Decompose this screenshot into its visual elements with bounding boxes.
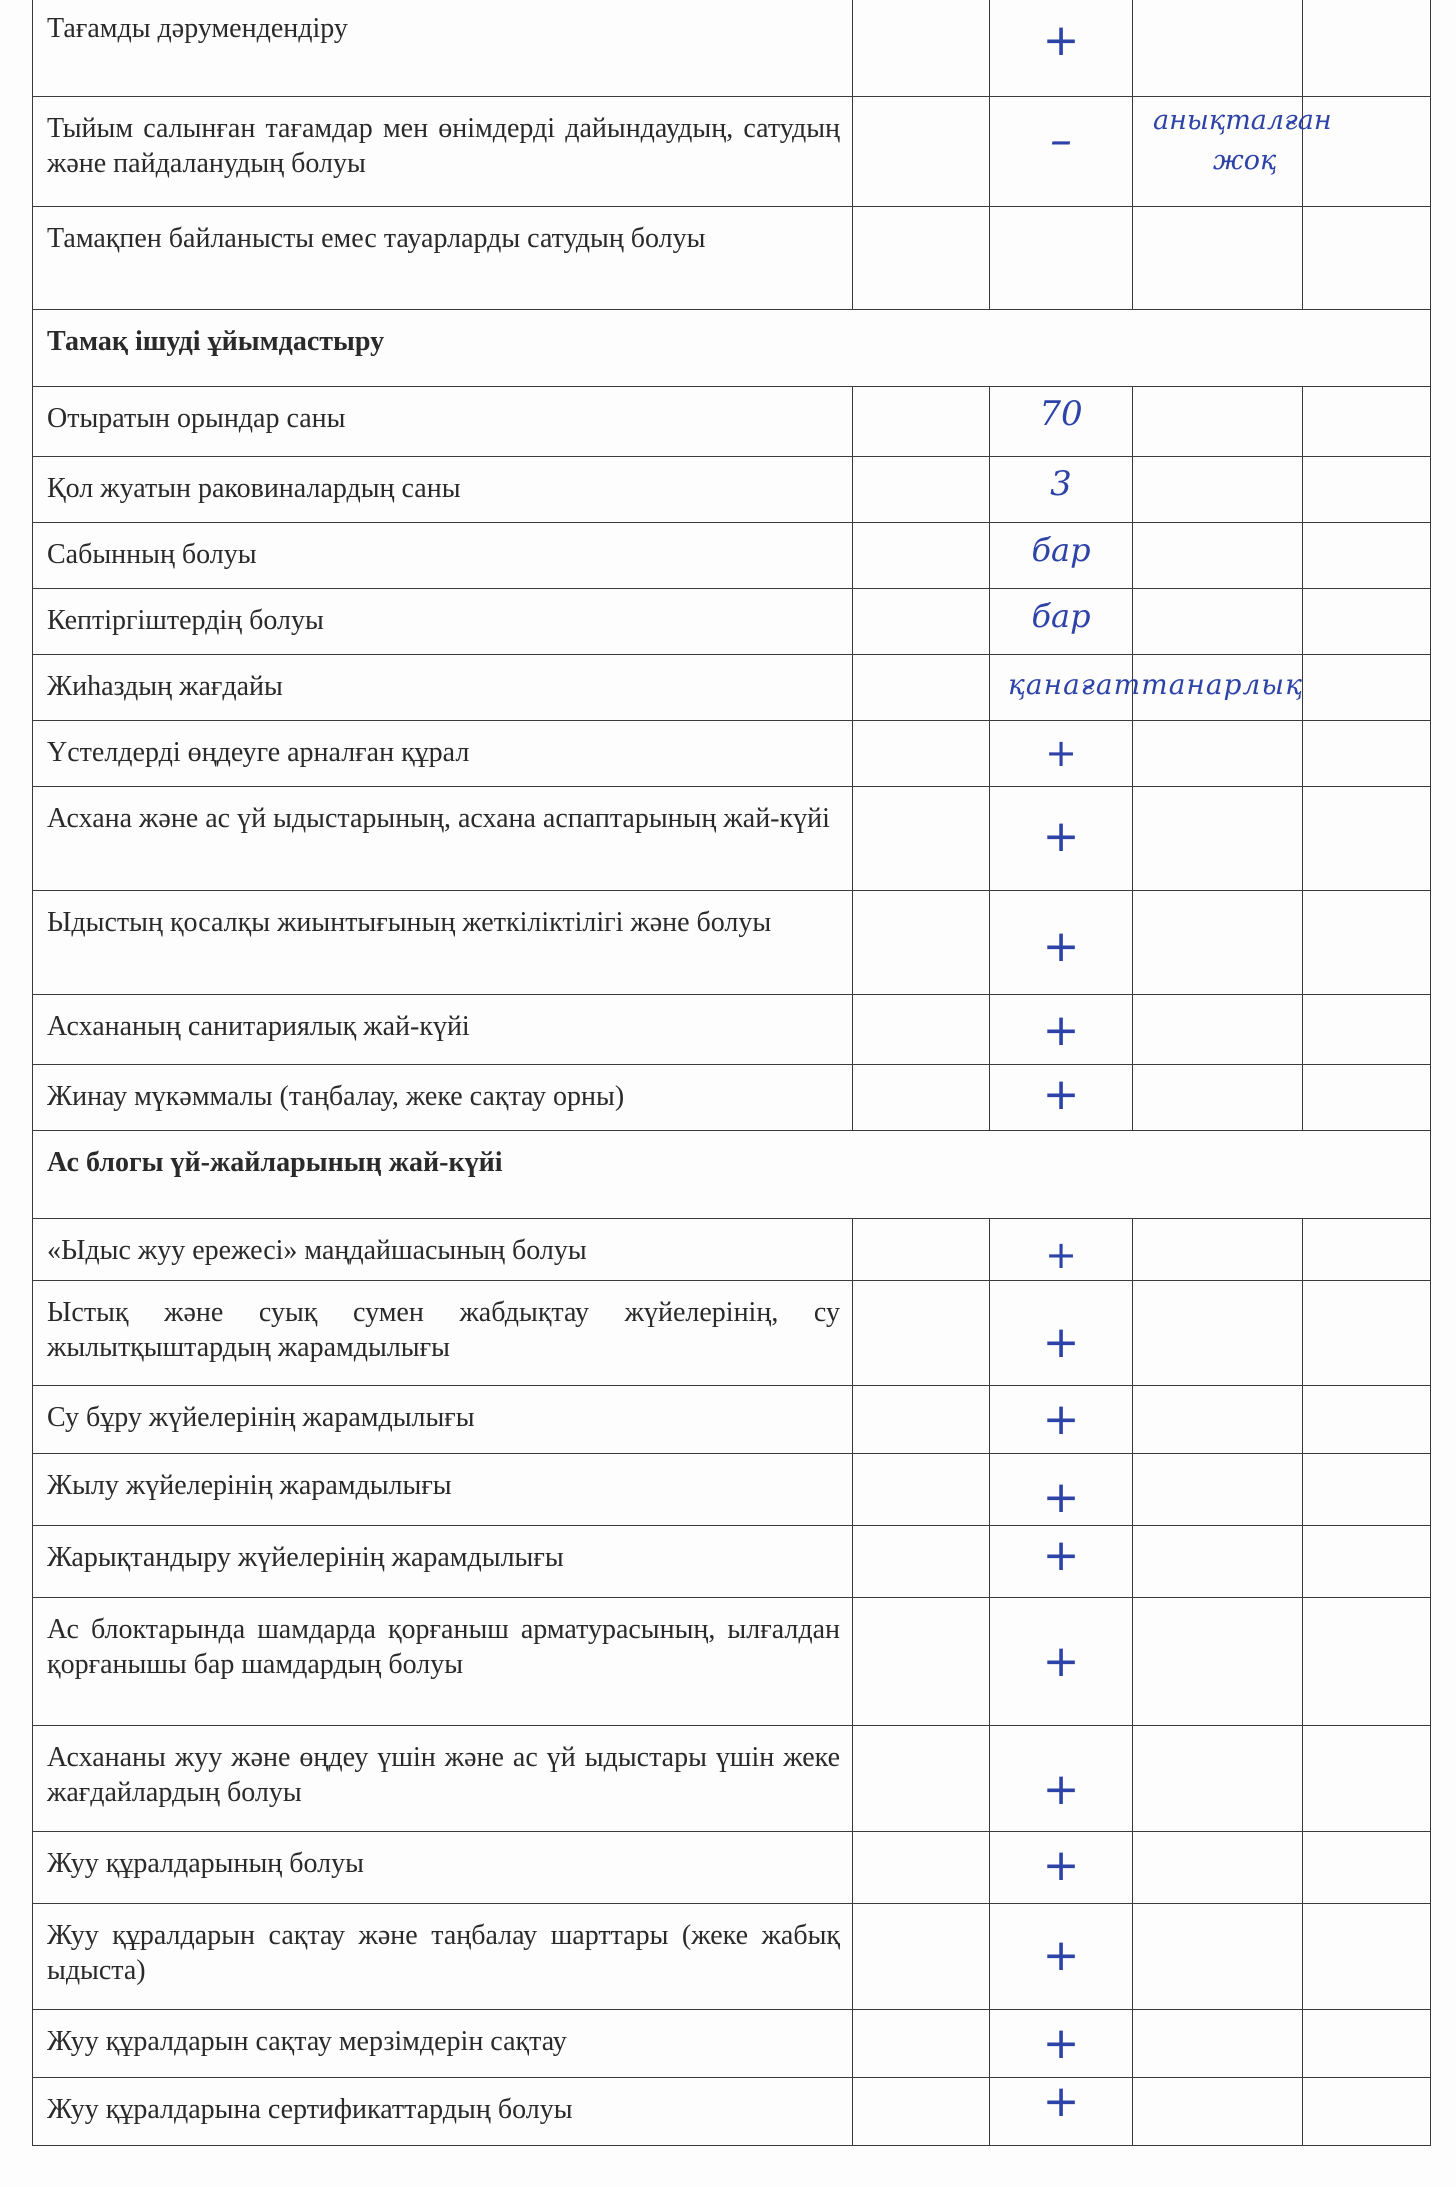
row-label: Ас блоктарында шамдарда қорғаныш арматурасының, ылғалдан қорғанышы бар шамдардың болуы [47, 1614, 840, 1680]
table-row [33, 97, 1431, 207]
table-row [33, 1281, 1431, 1386]
table-row [33, 891, 1431, 995]
checkmark-minus: – [1050, 115, 1072, 166]
table-row [33, 1598, 1431, 1726]
table-row [33, 589, 1431, 655]
handwritten-value: 3 [1050, 464, 1072, 504]
row-label: Кептіргіштердің болуы [47, 605, 324, 636]
row-label: Тамақпен байланысты емес тауарларды сатудың болуы [47, 223, 706, 254]
handwritten-value: бар [1031, 597, 1091, 635]
table-row [33, 387, 1431, 457]
handwritten-value: бар [1031, 531, 1091, 569]
row-label: Отыратын орындар саны [47, 403, 346, 434]
row-label: Жуу құралдарын сақтау мерзімдерін сақтау [47, 2026, 567, 2057]
checkmark-plus: + [1042, 1764, 1080, 1815]
row-label: Жарықтандыру жүйелерінің жарамдылығы [47, 1542, 564, 1573]
row-label: Асхананы жуу және өңдеу үшін және ас үй ыдыстары үшін жеке жағдайлардың болуы [47, 1742, 840, 1808]
row-label: Жуу құралдарына сертификаттардың болуы [47, 2094, 573, 2125]
checkmark-plus: + [1042, 2076, 1080, 2127]
row-label: «Ыдыс жуу ережесі» маңдайшасының болуы [47, 1235, 587, 1266]
table-row [33, 655, 1431, 721]
section-title: Тамақ ішуді ұйымдастыру [47, 326, 385, 357]
checkmark-plus: + [1042, 1069, 1080, 1120]
handwritten-note: анықталған [1153, 105, 1332, 136]
table-row [33, 1832, 1431, 1904]
checkmark-plus: + [1042, 1840, 1080, 1891]
handwritten-note: қанағаттанарлық [1008, 668, 1304, 701]
table-row [33, 1454, 1431, 1526]
row-label: Ыдыстың қосалқы жиынтығының жеткіліктілігі және болуы [47, 907, 772, 938]
table-row [33, 457, 1431, 523]
checkmark-plus: + [1042, 1930, 1080, 1981]
handwritten-value: 70 [1039, 394, 1083, 434]
checkmark-plus: + [1045, 1233, 1077, 1277]
row-label: Асхананың санитариялық жай-күйі [47, 1011, 470, 1042]
row-label: Тыйым салынған тағамдар мен өнімдерді дайындаудың, сатудың және пайдаланудың болуы [47, 113, 840, 179]
checkmark-plus: + [1042, 1317, 1080, 1368]
checkmark-plus: + [1042, 2018, 1080, 2069]
section-title: Ас блогы үй-жайларының жай-күйі [47, 1147, 503, 1178]
row-label: Асхана және ас үй ыдыстарының, асхана аспаптарының жай-күйі [47, 803, 830, 834]
table-row [33, 1065, 1431, 1131]
checkmark-plus: + [1042, 921, 1080, 972]
row-label: Жылу жүйелерінің жарамдылығы [47, 1470, 452, 1501]
table-row [33, 2078, 1431, 2146]
row-label: Жуу құралдарының болуы [47, 1848, 364, 1879]
table-row [33, 721, 1431, 787]
table-row [33, 787, 1431, 891]
checkmark-plus: + [1042, 1472, 1080, 1523]
row-label: Үстелдерді өңдеуге арналған құрал [47, 737, 470, 768]
checkmark-plus: + [1042, 15, 1080, 66]
row-label: Қол жуатын раковиналардың саны [47, 473, 461, 504]
row-label: Сабынның болуы [47, 539, 257, 570]
row-label: Жиһаздың жағдайы [47, 671, 283, 702]
checkmark-plus: + [1042, 1530, 1080, 1581]
table-row [33, 995, 1431, 1065]
table-row [33, 1386, 1431, 1454]
row-label: Жуу құралдарын сақтау және таңбалау шарттары (жеке жабық ыдыста) [47, 1920, 840, 1986]
checkmark-plus: + [1042, 1394, 1080, 1445]
checklist-table [32, 0, 1431, 2146]
table-row [33, 1526, 1431, 1598]
checkmark-plus: + [1042, 1005, 1080, 1056]
row-label: Су бұру жүйелерінің жарамдылығы [47, 1402, 475, 1433]
section-header-row [33, 310, 1431, 387]
table-row [33, 2010, 1431, 2078]
handwritten-note: жоқ [1213, 145, 1277, 176]
table-row [33, 207, 1431, 310]
section-header-row [33, 1131, 1431, 1219]
table-row [33, 0, 1431, 97]
table-row [33, 1219, 1431, 1281]
checkmark-plus: + [1045, 731, 1077, 775]
table-row [33, 1726, 1431, 1832]
checkmark-plus: + [1042, 811, 1080, 862]
table-row [33, 523, 1431, 589]
row-label: Жинау мүкәммалы (таңбалау, жеке сақтау орны) [47, 1081, 625, 1112]
checkmark-plus: + [1042, 1636, 1080, 1687]
table-row [33, 1904, 1431, 2010]
row-label: Ыстық және суық сумен жабдықтау жүйелерінің, су жылытқыштардың жарамдылығы [47, 1297, 840, 1363]
row-label: Тағамды дәрумендендіру [47, 13, 348, 44]
